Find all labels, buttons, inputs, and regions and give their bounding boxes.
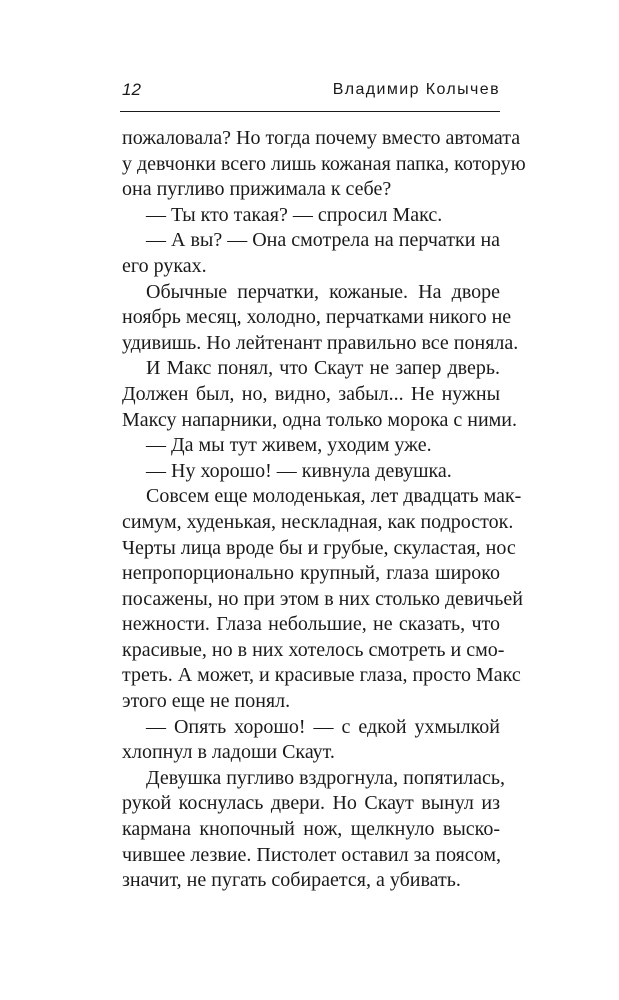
text-line: симум, худенькая, нескладная, как подросток.	[122, 510, 514, 533]
text-line: его руках.	[122, 254, 207, 277]
text-line: она пугливо прижимала к себе?	[122, 178, 392, 201]
text-line: этого еще не понял.	[122, 690, 291, 713]
text-line: чившее лезвие. Пистолет оставил за поясом,	[122, 843, 502, 866]
text-line: кармана кнопочный нож, щелкнуло выско-	[122, 818, 500, 841]
text-line: — Опять хорошо! — с едкой ухмылкой	[146, 715, 500, 738]
paragraph	[122, 203, 500, 229]
paragraph	[122, 715, 500, 766]
text-line: — Да мы тут живем, уходим уже.	[146, 434, 432, 457]
body-text	[122, 126, 526, 894]
paragraph	[122, 356, 517, 433]
text-line: нежности. Глаза небольшие, не сказать, что	[122, 613, 500, 636]
paragraph	[122, 766, 506, 894]
text-line: рукой коснулась двери. Но Скаут вынул из	[122, 792, 500, 815]
text-line: ноябрь месяц, холодно, перчатками никого не	[122, 306, 512, 329]
text-line: Должен был, но, видно, забыл... Не нужны	[122, 382, 500, 405]
text-line: хлопнул в ладоши Скаут.	[122, 741, 335, 764]
text-line: пожаловала? Но тогда почему вместо автомата	[122, 127, 521, 149]
paragraph	[122, 280, 519, 357]
paragraph	[122, 228, 500, 279]
page-header	[122, 80, 500, 102]
header-rule	[120, 111, 500, 112]
paragraph	[122, 459, 500, 485]
text-line: Максу напарники, одна только морока с ними.	[122, 408, 517, 431]
text-line: И Макс понял, что Скаут не запер дверь.	[146, 357, 500, 380]
paragraph	[122, 433, 500, 459]
text-line: удивишь. Но лейтенант правильно все поняла.	[122, 331, 519, 354]
running-title: Владимир Колычев	[332, 81, 500, 98]
text-line: непропорционально крупный, глаза широко	[122, 562, 500, 585]
text-line: Девушка пугливо вздрогнула, попятилась,	[146, 766, 506, 789]
page-number: 12	[122, 80, 141, 99]
text-line: Совсем еще молоденькая, лет двадцать мак-	[146, 485, 522, 508]
text-line: у девчонки всего лишь кожаная папка, которую	[122, 152, 526, 175]
text-line: — А вы? — Она смотрела на перчатки на	[146, 229, 501, 252]
text-line: — Ты кто такая? — спросил Макс.	[146, 203, 443, 226]
text-line: Черты лица вроде бы и грубые, скуластая, нос	[122, 536, 516, 559]
text-line: посажены, но при этом в них столько девичьей	[122, 587, 523, 610]
text-line: значит, не пугать собирается, а убивать.	[122, 869, 461, 892]
text-line: Обычные перчатки, кожаные. На дворе	[146, 280, 500, 303]
text-line: треть. А может, и красивые глаза, просто Макс	[122, 664, 521, 687]
paragraph	[122, 126, 526, 203]
text-line: красивые, но в них хотелось смотреть и смо-	[122, 638, 505, 661]
text-line: — Ну хорошо! — кивнула девушка.	[146, 459, 452, 482]
paragraph	[122, 484, 523, 714]
